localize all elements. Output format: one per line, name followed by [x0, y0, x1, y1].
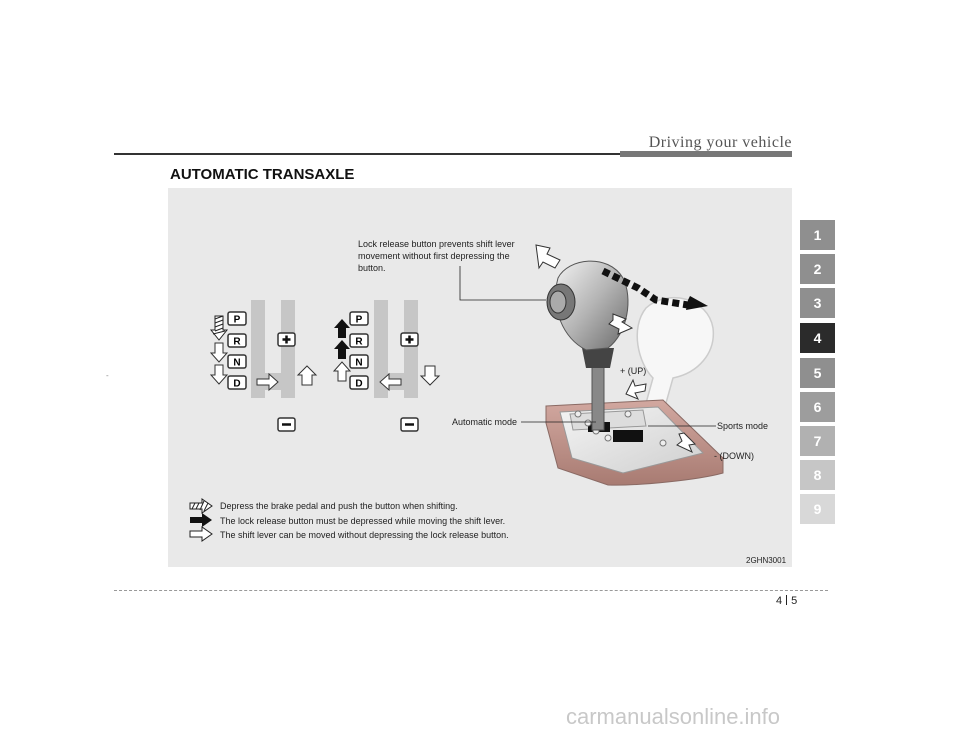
plus-icon: [278, 333, 295, 346]
up-arrow-icon: [626, 380, 646, 399]
legend-outline-arrow-icon: [190, 527, 212, 541]
chapter-tab-1[interactable]: 1: [800, 220, 835, 250]
header-title: Driving your vehicle: [648, 134, 792, 151]
solid-up-arrow-icon: [334, 319, 350, 338]
gate-letter-p: [350, 312, 368, 326]
outline-down-arrow-icon: [211, 343, 227, 362]
arrow-icon: [536, 245, 560, 268]
lock-release-line-2: movement without first depressing the: [358, 251, 510, 261]
watermark: carmanualsonline.info: [566, 704, 781, 729]
chapter-tab-5[interactable]: 5: [800, 358, 835, 388]
sports-mode-label: Sports mode: [717, 421, 769, 431]
shift-gate-diagram-2: [334, 300, 439, 431]
chapter-tab-4[interactable]: 4: [800, 323, 835, 353]
page-separator: [786, 595, 787, 605]
chapter-tab-9[interactable]: 9: [800, 494, 835, 524]
minus-icon: [278, 418, 295, 431]
page-index: 5: [791, 595, 798, 607]
figure-code: 2GHN3001: [746, 556, 787, 565]
down-label: - (DOWN): [714, 451, 754, 461]
svg-text:N: N: [355, 357, 363, 369]
gate-letter-r: [228, 334, 246, 348]
svg-text:P: P: [355, 314, 363, 326]
chapter-tab-3[interactable]: 3: [800, 288, 835, 318]
striped-down-arrow-icon: [211, 316, 227, 340]
legend-item-free-move: The shift lever can be moved without depressing the lock release button.: [220, 530, 509, 540]
plus-icon: [401, 333, 418, 346]
chapter-tab-6[interactable]: 6: [800, 392, 835, 422]
legend-striped-arrow-icon: [190, 499, 212, 513]
margin-mark: -: [106, 371, 109, 380]
up-label: + (UP): [620, 366, 647, 376]
outline-up-arrow-icon: [298, 366, 316, 385]
gate-letter-p: [228, 312, 246, 326]
lock-release-line-1: Lock release button prevents shift lever: [358, 239, 515, 249]
svg-text:P: P: [233, 314, 241, 326]
footer-rule: [114, 590, 828, 591]
chapter-tab-7[interactable]: 7: [800, 426, 835, 456]
outline-down-arrow-icon: [211, 365, 227, 384]
figure-panel: [168, 188, 792, 567]
outline-up-arrow-icon: [334, 362, 350, 381]
minus-icon: [401, 418, 418, 431]
legend-solid-arrow-icon: [190, 513, 212, 527]
chapter-tab-8[interactable]: 8: [800, 460, 835, 490]
gate-letter-d: [350, 376, 368, 390]
shift-lever-illustration: [460, 245, 723, 485]
outline-down-arrow-icon: [421, 366, 439, 385]
solid-up-arrow-icon: [334, 340, 350, 359]
shift-gate-diagram-1: [211, 300, 316, 431]
gate-letter-n: [350, 355, 368, 369]
section-title: AUTOMATIC TRANSAXLE: [170, 166, 355, 183]
svg-text:D: D: [355, 378, 363, 390]
lock-release-line-3: button.: [358, 263, 386, 273]
gate-letter-n: [228, 355, 246, 369]
page-chapter: 4: [776, 595, 783, 607]
automatic-mode-label: Automatic mode: [452, 417, 518, 427]
svg-text:R: R: [355, 336, 363, 348]
page-number: [776, 595, 797, 607]
legend-item-lock-release: The lock release button must be depressed while moving the shift lever.: [220, 516, 506, 526]
svg-text:R: R: [233, 336, 241, 348]
header-band: [620, 151, 792, 157]
gate-letter-r: [350, 334, 368, 348]
lock-release-label: [358, 238, 515, 274]
svg-text:D: D: [233, 378, 241, 390]
svg-text:N: N: [233, 357, 241, 369]
chapter-tab-2[interactable]: 2: [800, 254, 835, 284]
gate-letter-d: [228, 376, 246, 390]
legend-item-brake: Depress the brake pedal and push the button when shifting.: [220, 501, 458, 511]
